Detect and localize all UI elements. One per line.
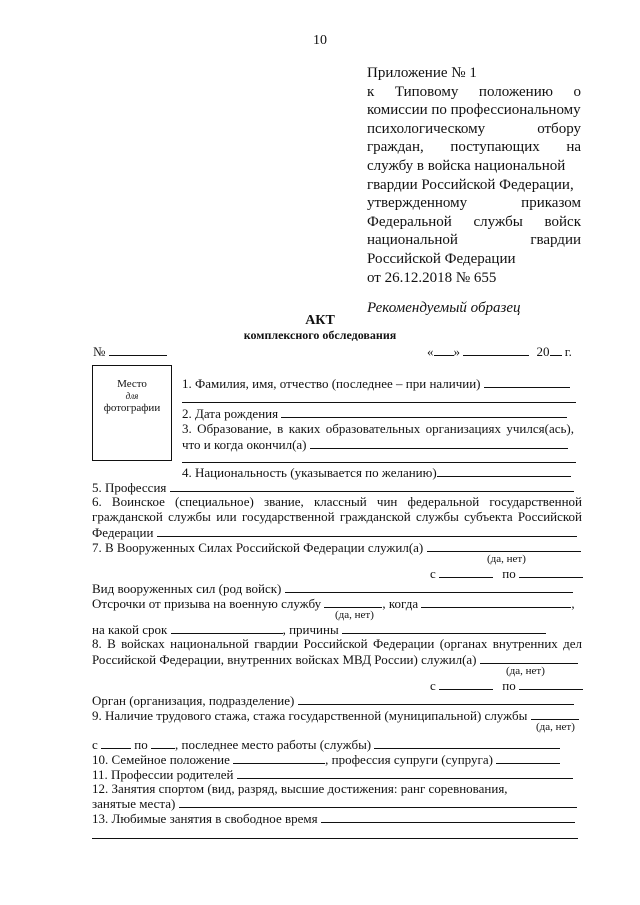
field-label: Орган (организация, подразделение) — [92, 693, 295, 708]
field-label: занятые места) — [92, 796, 176, 811]
appendix-line: комиссии по профессиональному — [367, 102, 581, 119]
from-label: с — [430, 678, 436, 693]
yes-no-hint: (да, нет) — [506, 665, 545, 677]
field-label: 13. Любимые занятия в свободное время — [92, 811, 318, 826]
date-year-suffix: г. — [564, 344, 572, 359]
appendix-line: утвержденному приказом — [367, 195, 581, 212]
field-hobbies — [92, 810, 575, 826]
act-title: АКТ — [305, 313, 335, 328]
field-profession — [92, 479, 574, 495]
field-label: 11. Профессии родителей — [92, 767, 234, 782]
field-label: Отсрочки от призыва на военную службу — [92, 596, 322, 611]
field-label: на какой срок — [92, 622, 168, 637]
comma: , — [571, 596, 575, 611]
field-organization — [92, 692, 574, 708]
date-month-field[interactable] — [463, 343, 529, 356]
to-label: по — [502, 678, 516, 693]
act-date — [427, 343, 572, 359]
national-guard-period — [430, 677, 583, 693]
field-education: 3. Образование, в каких образовательных организациях учился(ась), — [182, 421, 574, 436]
field-nationality — [182, 464, 571, 480]
yes-no-hint: (да, нет) — [335, 609, 374, 621]
field-sports-cont — [92, 795, 577, 811]
page-number: 10 — [313, 33, 327, 48]
national-guard-input[interactable] — [480, 651, 578, 664]
field-deferment — [92, 595, 575, 611]
field-national-guard-cont — [92, 651, 578, 667]
full-name-continuation-line[interactable] — [182, 402, 576, 403]
national-guard-to-input[interactable] — [519, 677, 583, 690]
work-to-input[interactable] — [151, 736, 175, 749]
work-experience-input[interactable] — [531, 707, 579, 720]
field-label: Вид вооруженных сил (род войск) — [92, 581, 282, 596]
to-label: по — [502, 566, 516, 581]
field-label: 7. В Вооруженных Силах Российской Федерации служил(а) — [92, 540, 424, 555]
appendix-line: Федеральной службы войск — [367, 213, 581, 230]
field-rank-end — [92, 524, 577, 540]
deferment-reason-input[interactable] — [342, 621, 546, 634]
field-rank: 6. Воинское (специальное) звание, классный чин федеральной государственной — [92, 494, 582, 509]
date-day-field[interactable] — [434, 343, 454, 356]
yes-no-hint: (да, нет) — [487, 553, 526, 565]
field-education-when — [182, 436, 568, 452]
armed-forces-input[interactable] — [427, 539, 581, 552]
appendix-block — [367, 64, 581, 318]
work-from-input[interactable] — [101, 736, 131, 749]
field-label: 5. Профессия — [92, 480, 167, 495]
appendix-line: психологическому отбору — [367, 120, 581, 137]
field-label: , когда — [382, 596, 419, 611]
appendix-line: национальной гвардии — [367, 232, 581, 249]
appendix-line: Российской Федерации — [367, 250, 516, 267]
organization-input[interactable] — [298, 692, 574, 705]
number-label: № — [93, 344, 106, 359]
field-label: 4. Национальность (указывается по желанию) — [182, 465, 437, 480]
armed-forces-period — [430, 565, 583, 581]
field-full-name — [182, 375, 570, 391]
photo-box-label: Место — [117, 378, 147, 390]
to-label: по — [134, 737, 148, 752]
field-label: , последнее место работы (службы) — [175, 737, 372, 752]
field-label: Российской Федерации, внутренних войсках МВД России) служил(а) — [92, 652, 477, 667]
appendix-line: гвардии Российской Федерации, — [367, 176, 574, 193]
last-workplace-input[interactable] — [374, 736, 560, 749]
appendix-line: граждан, поступающих на — [367, 139, 581, 156]
sports-input[interactable] — [179, 795, 577, 808]
from-label: с — [430, 566, 436, 581]
photo-box-label: для — [125, 391, 139, 401]
field-label: 2. Дата рождения — [182, 406, 279, 421]
field-label: что и когда окончил(а) — [182, 437, 307, 452]
field-parents-professions — [92, 766, 573, 782]
field-label: , профессия супруги (супруга) — [325, 752, 493, 767]
photo-box — [92, 365, 172, 461]
field-national-guard: 8. В войсках национальной гвардии Российской Федерации (органах внутренних дел — [92, 636, 582, 651]
field-work-experience — [92, 707, 579, 723]
parents-professions-input[interactable] — [237, 766, 573, 779]
date-year-field[interactable] — [550, 343, 562, 356]
from-label: с — [92, 737, 98, 752]
forces-kind-input[interactable] — [285, 580, 573, 593]
field-rank-cont: гражданской службы или государственной гражданской службы субъекта Российской — [92, 509, 582, 524]
appendix-line: службу в войска национальной — [367, 157, 566, 174]
field-label: 1. Фамилия, имя, отчество (последнее – при наличии) — [182, 376, 481, 391]
national-guard-from-input[interactable] — [439, 677, 493, 690]
photo-box-label: фотографии — [103, 402, 161, 414]
field-label: 9. Наличие трудового стажа, стажа государственной (муниципальной) службы — [92, 708, 528, 723]
field-forces-kind — [92, 580, 573, 596]
field-birth-date — [182, 405, 567, 421]
nationality-input[interactable] — [437, 464, 571, 477]
recommended-sample: Рекомендуемый образец — [367, 300, 521, 317]
spouse-profession-input[interactable] — [496, 751, 560, 764]
appendix-line: от 26.12.2018 № 655 — [367, 269, 497, 286]
full-name-input[interactable] — [484, 375, 570, 388]
field-label: Федерации — [92, 525, 154, 540]
field-marital-status — [92, 751, 560, 767]
education-input[interactable] — [310, 436, 568, 449]
birth-date-input[interactable] — [281, 405, 567, 418]
armed-forces-to-input[interactable] — [519, 565, 583, 578]
act-subtitle: комплексного обследования — [243, 328, 397, 342]
date-year-prefix: 20 — [536, 344, 550, 359]
field-deferment-term — [92, 621, 546, 637]
armed-forces-from-input[interactable] — [439, 565, 493, 578]
appendix-line: Приложение № 1 — [367, 65, 477, 81]
field-label: , причины — [282, 622, 339, 637]
date-open-quote: « — [427, 344, 434, 359]
number-field[interactable] — [109, 343, 167, 356]
deferment-input[interactable] — [324, 595, 382, 608]
hobbies-input[interactable] — [321, 810, 575, 823]
field-label: 10. Семейное положение — [92, 752, 230, 767]
field-last-workplace — [92, 736, 560, 752]
yes-no-hint: (да, нет) — [536, 721, 575, 733]
deferment-when-input[interactable] — [421, 595, 571, 608]
field-sports: 12. Занятия спортом (вид, разряд, высшие достижения: ранг соревнования, — [92, 781, 508, 796]
act-number — [93, 343, 167, 359]
hobbies-continuation-line[interactable] — [92, 838, 578, 839]
marital-status-input[interactable] — [233, 751, 325, 764]
deferment-term-input[interactable] — [171, 621, 283, 634]
rank-input[interactable] — [157, 524, 577, 537]
appendix-line: к Типовому положению о — [367, 83, 581, 100]
profession-input[interactable] — [170, 479, 574, 492]
date-close-quote: » — [453, 344, 460, 359]
education-continuation-line[interactable] — [182, 462, 576, 463]
